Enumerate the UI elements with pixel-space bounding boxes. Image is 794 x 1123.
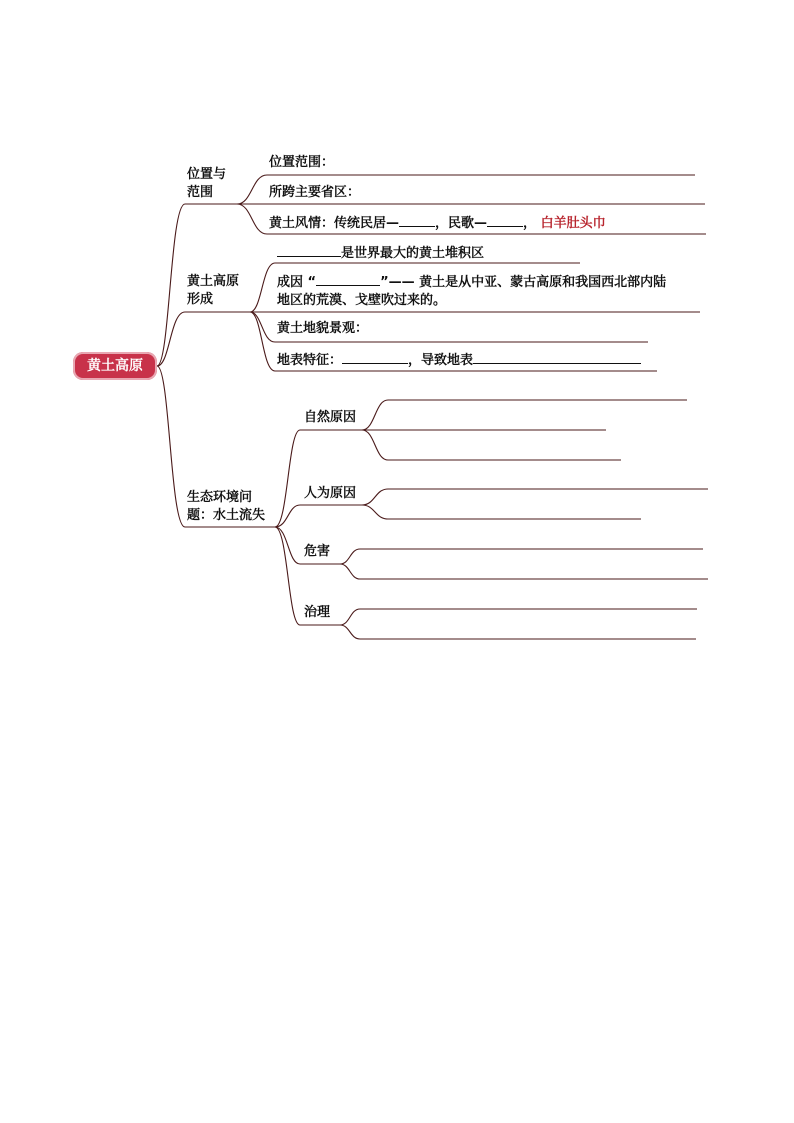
branch-ecology-label (187, 489, 265, 525)
ecology-governance: 治理 (304, 605, 331, 620)
formation-largest (277, 243, 484, 263)
customs-house-blank[interactable] (399, 213, 435, 227)
location-provinces: 所跨主要省区： (269, 185, 361, 200)
formation-cause (277, 272, 666, 310)
ecology-human-cause: 人为原因 (304, 486, 357, 501)
largest-text: 是世界最大的黄土堆积区 (341, 246, 485, 261)
customs-sep: ， (523, 216, 537, 231)
formation-landscape: 黄土地貌景观： (277, 321, 369, 336)
location-customs (269, 213, 606, 233)
root-node: 黄土高原 (73, 352, 157, 380)
customs-mid: ，民歌— (435, 216, 488, 231)
branch-formation-label (187, 273, 239, 309)
customs-song-blank[interactable] (487, 213, 523, 227)
ecology-natural-cause: 自然原因 (304, 410, 357, 425)
cause-prefix: 成因 “ (277, 275, 317, 290)
branch-formation-line2: 形成 (187, 292, 214, 307)
customs-prefix: 黄土风情：传统民居— (269, 216, 400, 231)
branch-location-label (187, 166, 226, 202)
connector-root-formation (157, 312, 250, 366)
customs-answer: 白羊肚头巾 (540, 216, 606, 231)
cause-suffix: ”—— 黄土是从中亚、蒙古高原和我国西北部内陆 (380, 275, 667, 290)
branch-ecology-line2: 题：水土流失 (187, 508, 266, 523)
location-range: 位置范围： (269, 155, 335, 170)
ecology-harm: 危害 (304, 544, 331, 559)
branch-location-line1: 位置与 (187, 167, 227, 182)
largest-blank[interactable] (277, 243, 341, 257)
cause-line2: 地区的荒漠、戈壁吹过来的。 (277, 293, 447, 308)
formation-surface (277, 350, 641, 370)
surface-blank-2[interactable] (473, 350, 641, 364)
surface-mid: ，导致地表 (408, 353, 474, 368)
surface-prefix: 地表特征： (277, 353, 343, 368)
surface-blank-1[interactable] (342, 350, 408, 364)
branch-location-line2: 范围 (187, 185, 214, 200)
branch-ecology-line1: 生态环境问 (187, 490, 253, 505)
cause-blank[interactable] (316, 272, 380, 286)
branch-formation-line1: 黄土高原 (187, 274, 240, 289)
